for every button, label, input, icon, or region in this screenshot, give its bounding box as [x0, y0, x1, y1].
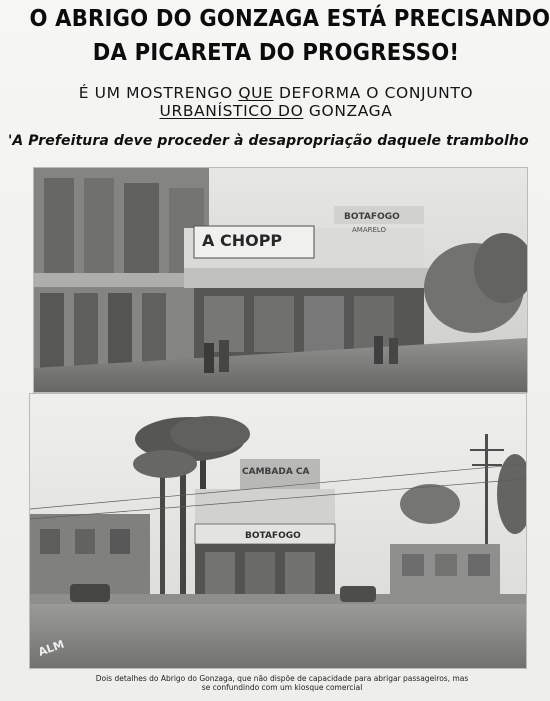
- subheadline-underlined-word: DO: [278, 102, 304, 120]
- subheadline-underlined-word: URBANÍSTICO: [159, 102, 279, 120]
- photo-kiosk-palm-trees: [29, 393, 527, 669]
- subheadline-line-1: [20, 84, 532, 102]
- subheadline: [20, 84, 532, 120]
- subheadline-underlined-word: QUE: [238, 84, 274, 102]
- headline-line-1: O ABRIGO DO GONZAGA ESTÁ PRECISANDO: [29, 6, 550, 32]
- kiosk-sign-main: A CHOPP: [202, 231, 283, 250]
- subheadline-text: DEFORMA O CONJUNTO: [273, 84, 474, 102]
- subheadline-line-2: [20, 102, 532, 120]
- photo-caption: [22, 674, 542, 692]
- photo-kiosk-street-corner: [33, 167, 528, 393]
- kiosk-rooftop-sign: CAMBADA CA: [242, 467, 310, 477]
- photo-top-illustration: [34, 168, 527, 392]
- photo-credit-mark: ALM: [36, 637, 66, 659]
- photo-bottom-illustration: [30, 394, 526, 668]
- subheadline-text: GONZAGA: [303, 102, 393, 120]
- headline-line-2: DA PICARETA DO PROGRESSO!: [92, 40, 460, 66]
- caption-line-1: Dois detalhes do Abrigo do Gonzaga, que não dispõe de capacidade para abrigar passageiros, mas: [95, 674, 469, 683]
- kiosk-front-sign: BOTAFOGO: [245, 531, 301, 541]
- caption-line-2: se confundindo com um kiosque comercial: [201, 683, 363, 692]
- subheadline-text: É UM MOSTRENGO: [78, 84, 239, 102]
- deck-line: 'A Prefeitura deve proceder à desapropriação daquele trambolho: [8, 133, 529, 149]
- kiosk-sign-small: BOTAFOGO: [344, 212, 400, 222]
- headline: [29, 2, 550, 70]
- kiosk-sign-side: AMARELO: [352, 226, 387, 234]
